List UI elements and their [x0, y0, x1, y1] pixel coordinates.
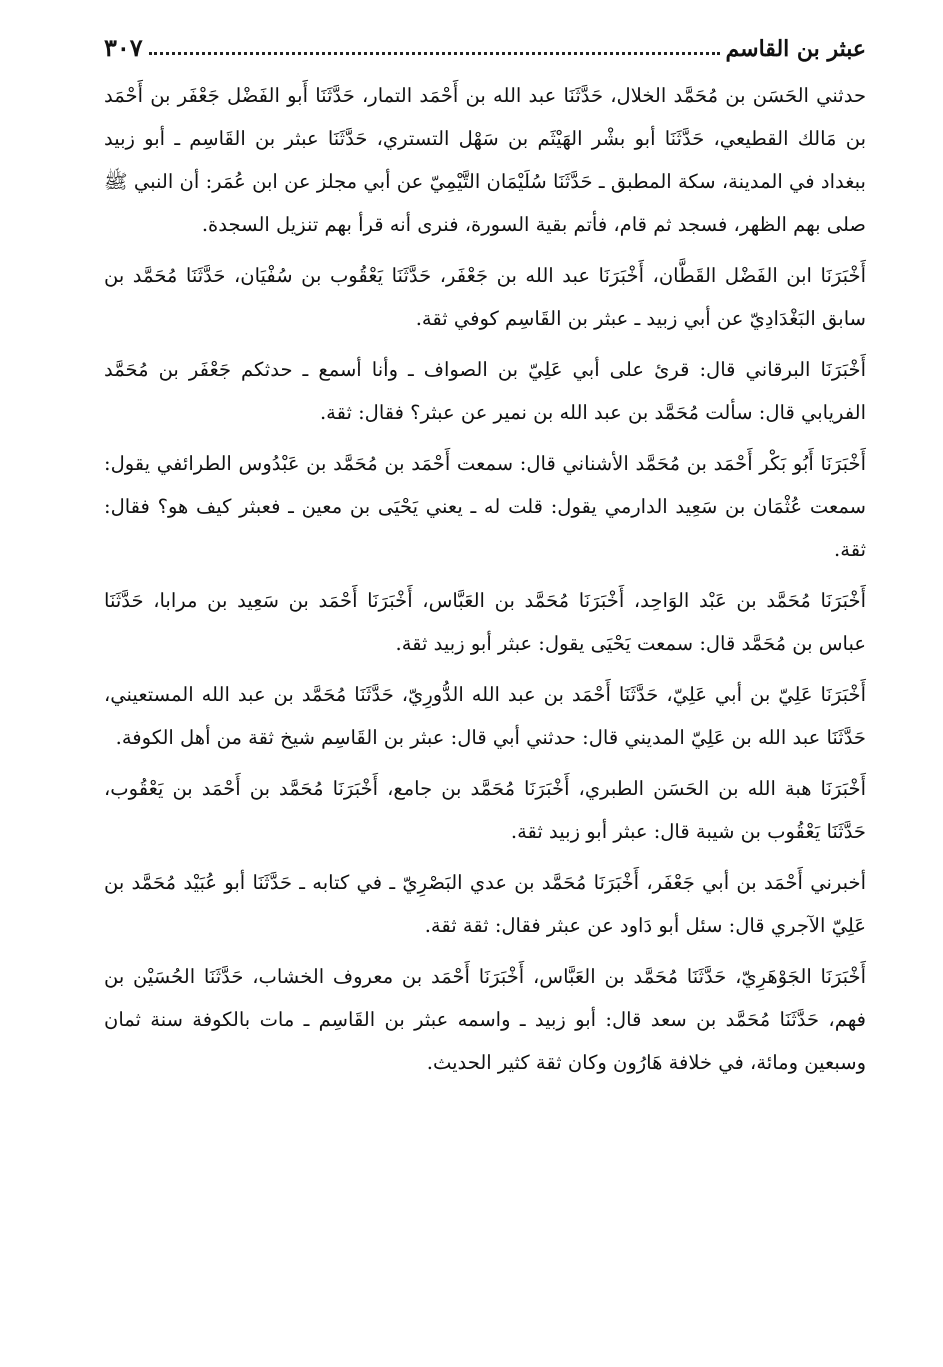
paragraph-2: أَخْبَرَنَا ابن الفَضْل القَطَّان، أَخْبَرَنَا عبد الله بن جَعْفَر، حَدَّثَنَا يَعْقُوب بن سُفْيَان، حَدَّثَنَا مُحَمَّد بن سابق البَغْدَادِيّ عن أبي زبيد ـ عبثر بن القَاسِم كوفي ثقة.: [104, 264, 866, 330]
paragraph-4: أَخْبَرَنَا أَبُو بَكْر أَحْمَد بن مُحَمَّد الأشناني قال: سمعت أَحْمَد بن مُحَمَّد بن عَبْدُوس الطرائفي يقول: سمعت عُثْمَان بن سَعِيد الدارمي يقول: قلت له ـ يعني يَحْيَى بن معين ـ فعبثر كيف هو؟ فقال: ثقة.: [104, 452, 866, 561]
body-text: [104, 74, 866, 1092]
paragraph-9: أَخْبَرَنَا الجَوْهَرِيّ، حَدَّثَنَا مُحَمَّد بن العَبَّاس، أَخْبَرَنَا أَحْمَد بن معروف الخشاب، حَدَّثَنَا الحُسَيْن بن فهم، حَدَّثَنَا مُحَمَّد بن سعد قال: أبو زبيد ـ واسمه عبثر بن القَاسِم ـ مات بالكوفة سنة ثمان وسبعين ومائة، في خلافة هَارُون وكان ثقة كثير الحديث.: [104, 965, 866, 1074]
paragraph-3: أَخْبَرَنَا البرقاني قال: قرئ على أبي عَلِيّ بن الصواف ـ وأنا أسمع ـ حدثكم جَعْفَر بن مُحَمَّد الفريابي قال: سألت مُحَمَّد بن عبد الله بن نمير عن عبثر؟ فقال: ثقة.: [104, 358, 866, 424]
paragraph-1: حدثني الحَسَن بن مُحَمَّد الخلال، حَدَّثَنَا عبد الله بن أَحْمَد التمار، حَدَّثَنَا أَبو الفَضْل جَعْفَر بن أَحْمَد بن مَالك القطيعي، حَدَّثَنَا أبو بشْر الهَيْثَم بن سَهْل التستري، حَدَّثَنَا عبثر بن القَاسِم ـ أبو زبيد ببغداد في المدينة، سكة المطبق ـ حَدَّثَنَا سُلَيْمَان التَّيْمِيّ عن أبي مجلز عن ابن عُمَر: أن النبي ﷺ صلى بهم الظهر، فسجد ثم قام، فأتم بقية السورة، فنرى أنه قرأ بهم تنزيل السجدة.: [104, 84, 866, 236]
paragraph-8: أخبرني أَحْمَد بن أبي جَعْفَر، أَخْبَرَنَا مُحَمَّد بن عدي البَصْرِيّ ـ في كتابه ـ حَدَّثَنَا أبو عُبَيْد مُحَمَّد بن عَلِيّ الآجري قال: سئل أبو دَاود عن عبثر فقال: ثقة ثقة.: [104, 871, 866, 937]
paragraph-7: أَخْبَرَنَا هبة الله بن الحَسَن الطبري، أَخْبَرَنَا مُحَمَّد بن جامع، أَخْبَرَنَا مُحَمَّد بن أَحْمَد بن يَعْقُوب، حَدَّثَنَا يَعْقُوب بن شيبة قال: عبثر أبو زبيد ثقة.: [104, 777, 866, 843]
page-header: [104, 26, 866, 62]
running-title: عبثر بن القاسم: [725, 36, 866, 62]
paragraph-5: أَخْبَرَنَا مُحَمَّد بن عَبْد الوَاحِد، أَخْبَرَنَا مُحَمَّد بن العَبَّاس، أَخْبَرَنَا أَحْمَد بن سَعِيد بن مرابا، حَدَّثَنَا عباس بن مُحَمَّد قال: سمعت يَحْيَى يقول: عبثر أبو زبيد ثقة.: [104, 589, 866, 655]
dotted-leader: [149, 52, 720, 55]
page-number: ٣٠٧: [104, 33, 143, 62]
paragraph-6: أَخْبَرَنَا عَلِيّ بن أبي عَلِيّ، حَدَّثَنَا أَحْمَد بن عبد الله الدُّورِيّ، حَدَّثَنَا مُحَمَّد بن عبد الله المستعيني، حَدَّثَنَا عبد الله بن عَلِيّ المديني قال: حدثني أبي قال: عبثر بن القَاسِم شيخ ثقة من أهل الكوفة.: [104, 683, 866, 749]
